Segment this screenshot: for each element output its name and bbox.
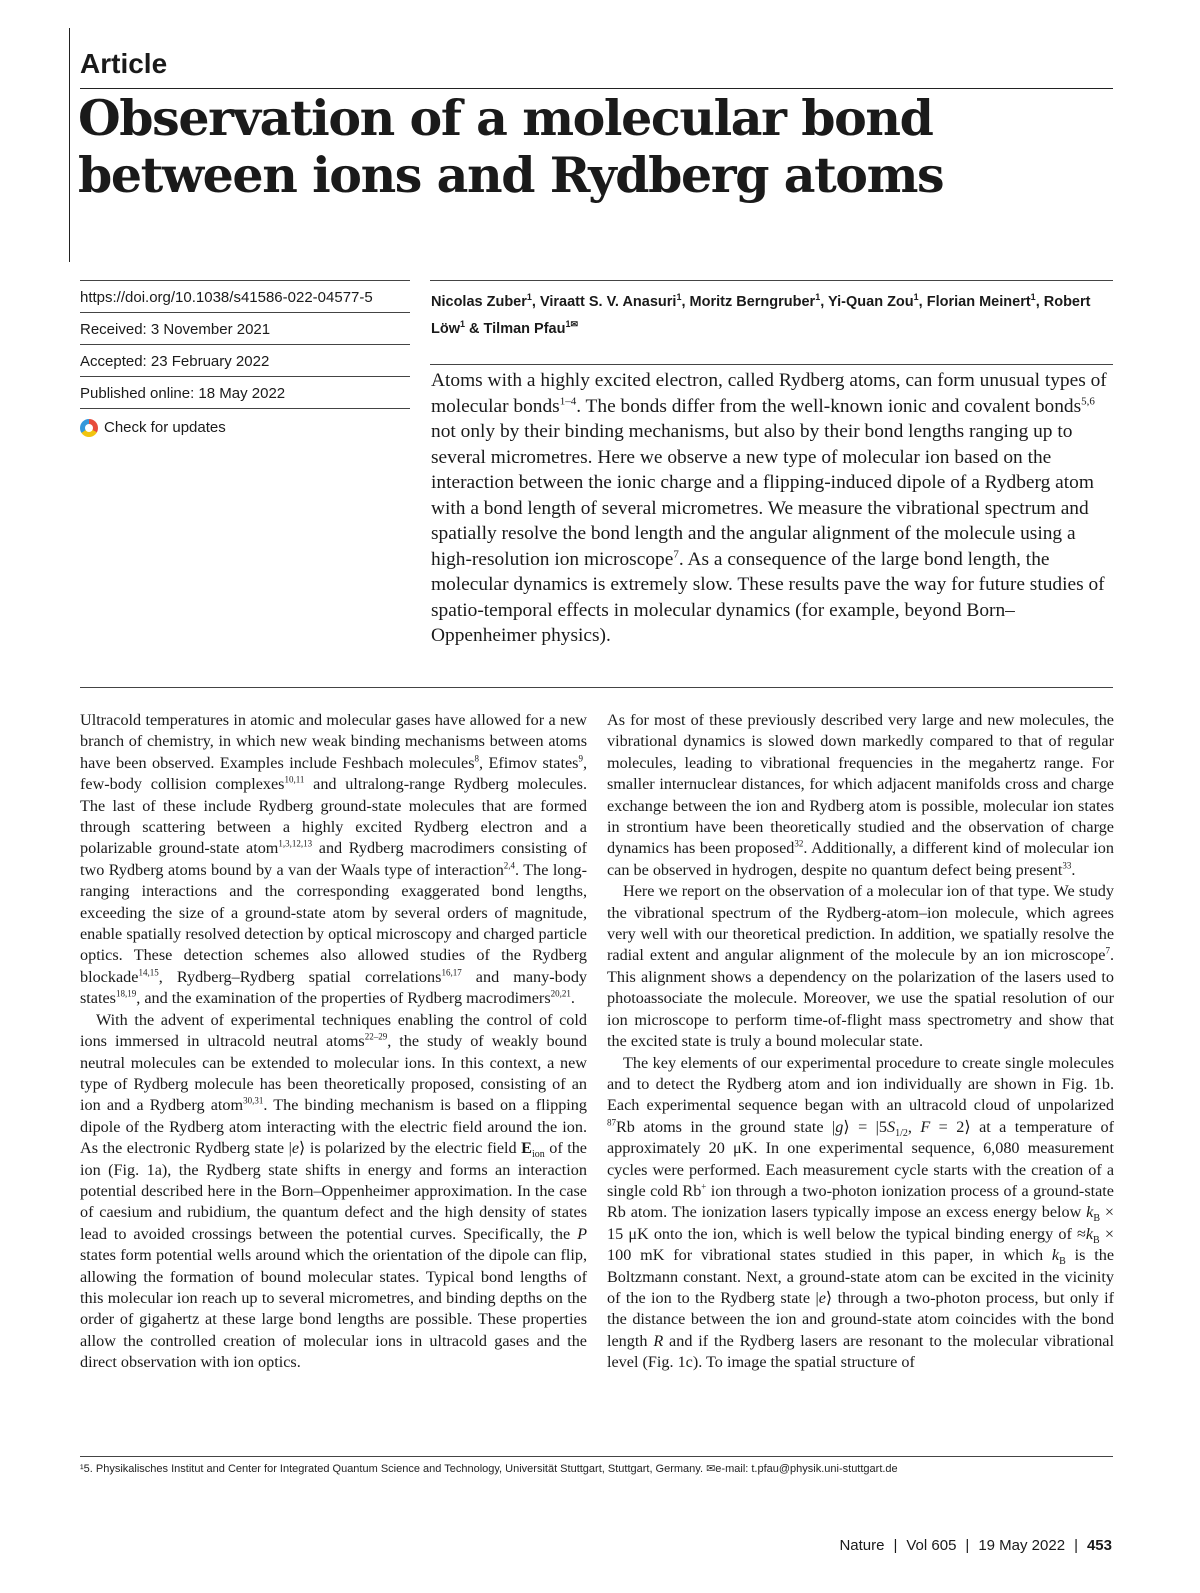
paragraph: Ultracold temperatures in atomic and molecular gases have allowed for a new branch of chemistry, in which new weak binding mechanisms between atoms have been observed. Examples include Feshbach molecules$^8$, Efimov states$^9$, few-body collision complexes$^{10,11}$ and ultralong-range Rydberg molecules. The last of these include Rydberg ground-state molecules that are formed through scattering between a highly excited Rydberg electron and a polarizable ground-state atom$^{1,3,12,13}$ and Rydberg macrodimers consisting of two Rydberg atoms bound by a van der Waals type of interaction$^{2,4}$. The long-ranging interactions and the corresponding exaggerated bond lengths, exceeding the size of a ground-state atom by several orders of magnitude, enable spatially resolved detection by optical microscopy and charged particle optics. These detection schemes also allowed studies of the Rydberg blockade$^{14,15}$, Rydberg–Rydberg spatial correlations$^{16,17}$ and many-body states$^{18,19}$, and the examination of the properties of Rydberg macrodimers$^{20,21}$. <box>80 711 588 1008</box>
author-name[interactable]: Yi-Quan Zou$^1$ <box>828 292 919 310</box>
author-name[interactable]: Moritz Berngruber$^1$ <box>689 292 821 310</box>
doi-link[interactable]: https://doi.org/10.1038/s41586-022-04577-5 <box>80 280 410 312</box>
journal-footer: Nature | Vol 605 | 19 May 2022 | 453 <box>839 1537 1112 1554</box>
article-metadata <box>80 280 410 440</box>
journal-volume: Vol 605 <box>906 1537 957 1554</box>
paragraph: With the advent of experimental techniques enabling the control of cold ions immersed in ultracold neutral atoms$^{22-29}$, the study of weakly bound neutral molecules can be extended to molecular ions. In this context, a new type of Rydberg molecule has been theoretically proposed, consisting of an ion and a Rydberg atom$^{30,31}$. The binding mechanism is based on a flipping dipole of the Rydberg atom interacting with the electric field around the ion. As the electronic Rydberg state |e⟩ is polarized by the electric field $E_{ion}$ of the ion (Fig. 1a), the Rydberg state shifts in energy and forms an interaction potential described here in the Born–Oppenheimer approximation. In the case of caesium and rubidium, the quantum defect and the high density of states lead to avoided crossings between the potential curves. Specifically, the P states form potential wells around which the orientation of the dipole can flip, allowing the formation of bound molecular states. Typical bond lengths of this molecular ion reach up to several micrometres, and binding depths on the order of gigahertz at these large bond lengths are possible. These properties allow the controlled creation of molecular ions in ultracold gases and the direct observation with ion optics. <box>80 1010 587 1372</box>
left-accent-rule <box>69 28 70 262</box>
accepted-date: Accepted: 23 February 2022 <box>80 344 410 376</box>
article-title: Observation of a molecular bond between ions and Rydberg atoms <box>78 89 944 204</box>
issue-date: 19 May 2022 <box>978 1537 1066 1554</box>
author-name[interactable]: Robert Löw$^1$ <box>431 293 1091 337</box>
check-for-updates-button[interactable] <box>80 408 410 440</box>
affiliation-footnote: ¹5. Physikalisches Institut and Center for Integrated Quantum Science and Technology, Universität Stuttgart, Stuttgart, Germany. ✉e-mail: t.pfau@physik.uni-stuttgart.de <box>80 1463 898 1475</box>
body-column-left <box>80 710 587 1374</box>
section-label: Article <box>80 48 168 79</box>
check-for-updates-icon <box>80 419 98 437</box>
body-rule <box>80 687 1113 688</box>
published-date: Published online: 18 May 2022 <box>80 376 410 408</box>
received-date: Received: 3 November 2021 <box>80 312 410 344</box>
abstract: Atoms with a highly excited electron, called Rydberg atoms, can form unusual types of molecular bonds$^{1-4}$. The bonds differ from the well-known ionic and covalent bonds$^{5,6}$ not only by their binding mechanisms, but also by their bond lengths ranging up to several micrometres. Here we observe a new type of molecular ion based on the interaction between the ionic charge and a flipping-induced dipole of a Rydberg atom with a bond length of several micrometres. We measure the vibrational spectrum and spatially resolve the bond length and the angular alignment of the molecule using a high-resolution ion microscope$^7$. As a consequence of the large bond length, the molecular dynamics is extremely slow. These results pave the way for future studies of spatio-temporal effects in molecular dynamics (for example, beyond Born–Oppenheimer physics). <box>431 370 1107 646</box>
page-number: 453 <box>1086 1537 1112 1554</box>
author-name[interactable]: Tilman Pfau$^{1✉}$ <box>483 318 579 337</box>
paragraph: Here we report on the observation of a molecular ion of that type. We study the vibrational spectrum of the Rydberg-atom–ion molecule, which agrees very well with our theoretical prediction. In addition, we spatially resolve the radial extent and angular alignment of the molecule by an ion microscope$^7$. This alignment shows a dependency on the polarization of the lasers used to photoassociate the molecule. Moreover, we use the spatial resolution of our ion microscope to perform time-of-flight mass spectrometry and show that the excited state is truly a bound molecular state. <box>607 882 1114 1051</box>
author-name[interactable]: Nicolas Zuber$^1$ <box>431 292 532 310</box>
footnote-rule <box>80 1456 1113 1457</box>
author-name[interactable]: Viraatt S. V. Anasuri$^1$ <box>539 292 682 310</box>
abstract-rule <box>430 364 1113 365</box>
paragraph: The key elements of our experimental procedure to create single molecules and to detect the Rydberg atom and ion individually are shown in Fig. 1b. Each experimental sequence began with an ultracold cloud of unpolarized $^{87}$Rb atoms in the ground state |g⟩ = $|5S_{1/2}$, F = 2⟩ at a temperature of approximately 20 μK. In one experimental sequence, 6,080 measurement cycles were performed. Each measurement cycle starts with the creation of a single cold Rb+ ion through a two-photon ionization process of a ground-state Rb atom. The ionization lasers typically impose an excess energy below $k_B \times 15$ μK onto the ion, which is well below the typical binding energy of $\approx k_B \times 100$ mK for vibrational states studied in this paper, in which $k_B$ is the Boltzmann constant. Next, a ground-state atom can be excited in the vicinity of the ion to the Rydberg state |e⟩ through a two-photon process, but only if the distance between the ion and ground-state atom coincides with the bond length R and if the Rydberg lasers are resonant to the molecular vibrational level (Fig. 1c). To image the spatial structure of <box>607 1053 1115 1372</box>
check-for-updates-label: Check for updates <box>104 419 226 436</box>
authors-rule <box>430 280 1113 281</box>
author-name[interactable]: Florian Meinert$^1$ <box>926 292 1036 310</box>
author-list: Nicolas Zuber$^1$, Viraatt S. V. Anasuri$^1$, Moritz Berngruber$^1$, Yi-Quan Zou$^1$, Florian Meinert$^1$, Robert Löw$^1$ & Tilman Pfau$^{1✉}$ <box>431 292 1091 337</box>
paragraph: As for most of these previously described very large and new molecules, the vibrational dynamics is slowed down markedly compared to that of regular molecules, leading to vibrational frequencies in the megahertz range. For smaller internuclear distances, for which adjacent manifolds cross and charge exchange between the ion and Rydberg atom is possible, molecular ion states in strontium have been theoretically studied and the observation of charge dynamics has been proposed$^{32}$. Additionally, a different kind of molecular ion can be observed in hydrogen, despite no quantum defect being present$^{33}$. <box>607 711 1114 879</box>
body-column-right <box>607 710 1114 1374</box>
journal-name: Nature <box>839 1537 885 1554</box>
